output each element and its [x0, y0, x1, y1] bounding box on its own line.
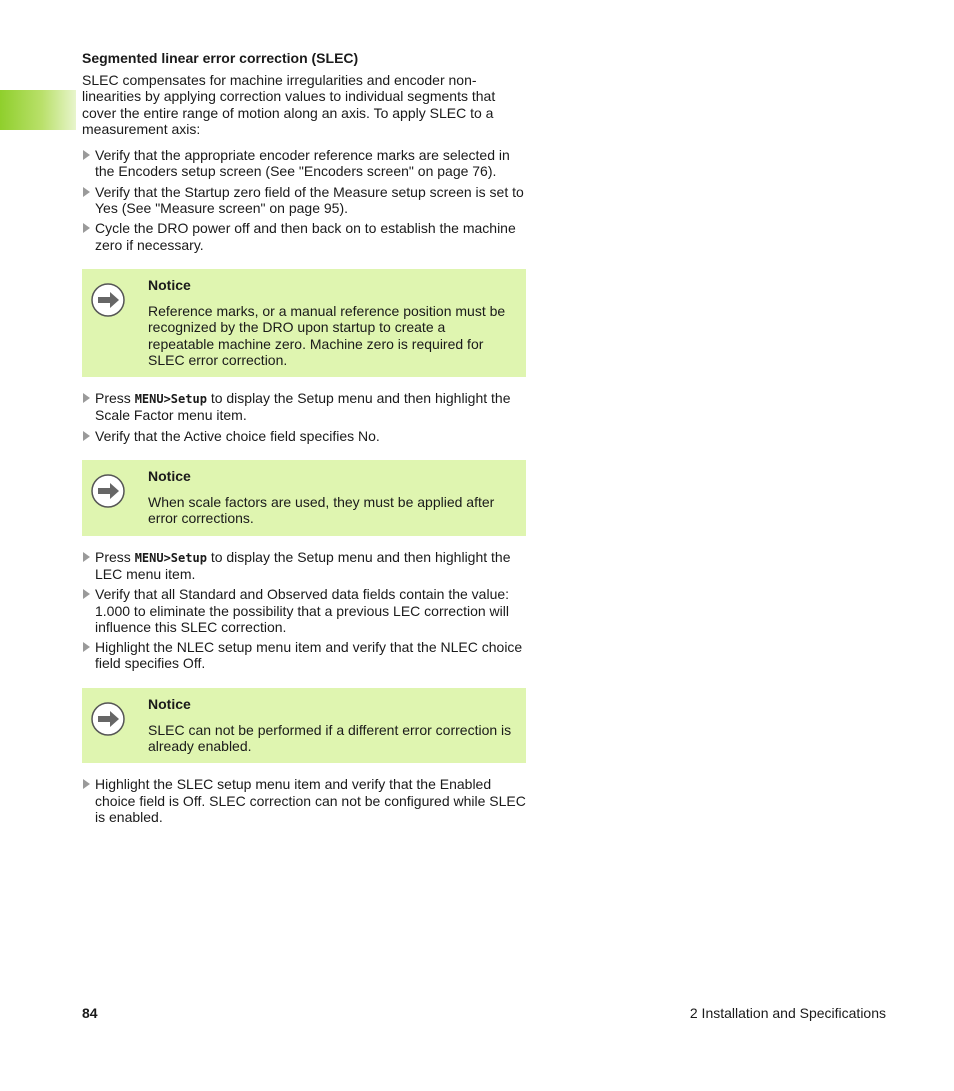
step-item: [82, 428, 526, 444]
notice-body: When scale factors are used, they must be applied after error corrections.: [148, 494, 495, 527]
notice-box: [82, 688, 526, 764]
notice-body: SLEC can not be performed if a different error correction is already enabled.: [148, 721, 512, 755]
step-text: Verify that all Standard and Observed data fields contain the value: 1.000 to eliminate the possibility that a previous LEC correction will influence this SLEC correction.: [95, 586, 510, 635]
section-heading: Segmented linear error correction (SLEC): [82, 50, 359, 66]
step-item: [82, 147, 526, 180]
section-tab-marker: [0, 90, 76, 130]
step-text-post: to display the Setup menu and then highlight the LEC menu item.: [95, 548, 511, 582]
triangle-bullet-icon: [83, 150, 90, 160]
step-text: Verify that the appropriate encoder reference marks are selected in the Encoders setup screen (See "Encoders screen" on page 76).: [95, 147, 510, 180]
notice-title: Notice: [148, 695, 191, 712]
triangle-bullet-icon: [83, 223, 90, 233]
step-text: Highlight the SLEC setup menu item and verify that the Enabled choice field is Off. SLEC correction can not be configured while SLEC is enabled.: [95, 776, 526, 825]
main-content: [82, 50, 526, 829]
triangle-bullet-icon: [83, 393, 90, 403]
intro-paragraph: SLEC compensates for machine irregularities and encoder non-linearities by applying correction values to individual segments that cover the entire range of motion along an axis. To apply SLEC to a measurement axis:: [82, 72, 496, 137]
arrow-right-circle-icon: [91, 474, 125, 508]
step-text-pre: Press: [95, 548, 135, 565]
step-item: [82, 586, 526, 635]
triangle-bullet-icon: [83, 589, 90, 599]
step-item: [82, 184, 526, 217]
notice-box: [82, 269, 526, 377]
menu-code: MENU>Setup: [134, 392, 207, 407]
triangle-bullet-icon: [83, 552, 90, 562]
notice-body: Reference marks, or a manual reference position must be recognized by the DRO upon startup to create a repeatable machine zero. Machine zero is required for SLEC error correction.: [148, 302, 506, 368]
page-number: 84: [82, 1005, 98, 1021]
step-text: Verify that the Startup zero field of the Measure setup screen is set to Yes (See "Measure screen" on page 95).: [95, 183, 524, 217]
triangle-bullet-icon: [83, 431, 90, 441]
step-item: [82, 220, 526, 253]
step-text: Cycle the DRO power off and then back on to establish the machine zero if necessary.: [95, 220, 516, 253]
arrow-right-circle-icon: [91, 702, 125, 736]
step-item: [82, 549, 526, 583]
triangle-bullet-icon: [83, 187, 90, 197]
arrow-right-circle-icon: [91, 283, 125, 317]
step-item: [82, 639, 526, 672]
notice-title: Notice: [148, 468, 191, 485]
triangle-bullet-icon: [83, 642, 90, 652]
step-item: [82, 776, 526, 825]
triangle-bullet-icon: [83, 779, 90, 789]
step-text: Highlight the NLEC setup menu item and verify that the NLEC choice field specifies Off.: [95, 639, 523, 672]
menu-code: MENU>Setup: [134, 550, 207, 565]
footer-section-title: 2 Installation and Specifications: [689, 1005, 886, 1021]
notice-title: Notice: [148, 276, 191, 293]
step-text-post: to display the Setup menu and then highlight the Scale Factor menu item.: [95, 390, 511, 424]
step-text-pre: Press: [95, 390, 135, 407]
step-item: [82, 390, 526, 424]
notice-box: [82, 460, 526, 536]
step-text: Verify that the Active choice field specifies No.: [95, 427, 380, 444]
